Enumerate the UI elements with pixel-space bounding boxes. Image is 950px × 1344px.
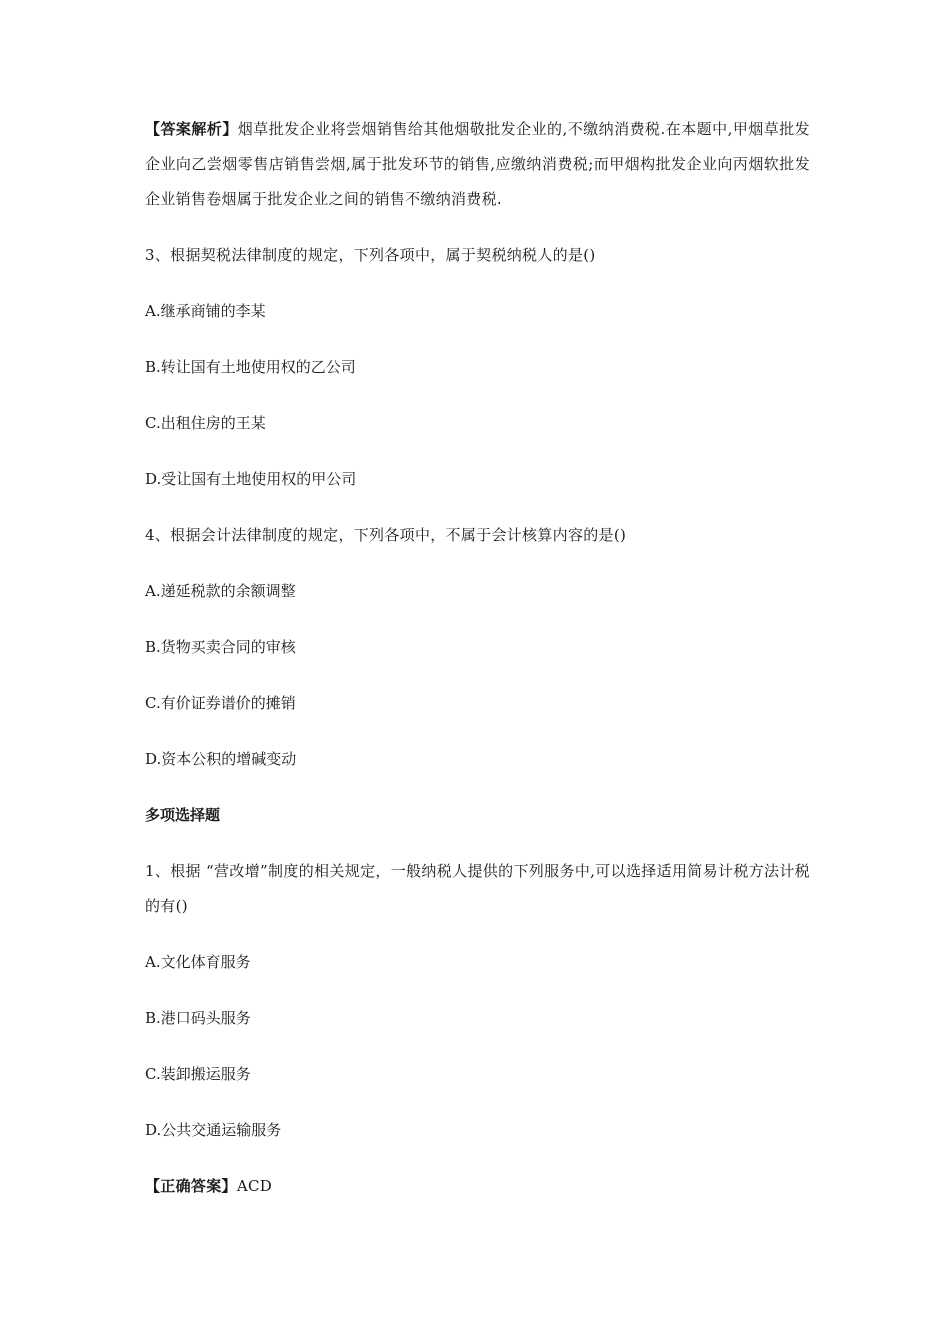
- correct-answer: [145, 1169, 810, 1204]
- question-4-option-d: D.资本公积的增碱变动: [145, 750, 297, 768]
- multi-question-1-stem: 1、根据 “营改增”制度的相关规定，一般纳税人提供的下列服务中,可以选择适用简易计税方法计税的有(): [145, 862, 810, 915]
- correct-answer-label: 【正确答案】: [145, 1177, 237, 1195]
- correct-answer-value: ACD: [236, 1177, 273, 1195]
- question-4-stem: 4、根据会计法律制度的规定，下列各项中，不属于会计核算内容的是(): [145, 526, 627, 544]
- question-3-stem: 3、根据契税法律制度的规定，下列各项中，属于契税纳税人的是(): [145, 246, 596, 264]
- question-3-option-b: B.转让国有土地使用权的乙公司: [145, 358, 356, 376]
- analysis-text: 烟草批发企业将尝烟销售给其他烟敬批发企业的,不缴纳消费税.在本题中,甲烟草批发企业向乙尝烟零售店销售尝烟,属于批发环节的销售,应缴纳消费税;而甲烟构批发企业向丙烟软批发企业销售卷烟属于批发企业之间的销售不缴纳消费税.: [145, 120, 810, 208]
- multi-question-1-option-a: A.文化体育服务: [145, 953, 251, 971]
- question-3-option-c: C.出租住房的王某: [145, 414, 266, 432]
- analysis-label: 【答案解析】: [145, 120, 238, 138]
- question-4-option-c: C.有价证券谱价的摊销: [145, 694, 296, 712]
- multi-question-1-option-b: B.港口码头服务: [145, 1009, 251, 1027]
- question-3-option-a: A.继承商铺的李某: [145, 302, 266, 320]
- multi-question-1-option-c: C.装卸搬运服务: [145, 1065, 251, 1083]
- question-3-option-d: D.受让国有土地使用权的甲公司: [145, 470, 357, 488]
- section-title: 多项选择题: [145, 806, 221, 824]
- document-page: [145, 112, 810, 1225]
- question-4-option-a: A.递延税款的余额调整: [145, 582, 296, 600]
- multi-question-1-option-d: D.公共交通运输服务: [145, 1121, 282, 1139]
- answer-analysis: [145, 112, 810, 217]
- question-4-option-b: B.货物买卖合同的审核: [145, 638, 296, 656]
